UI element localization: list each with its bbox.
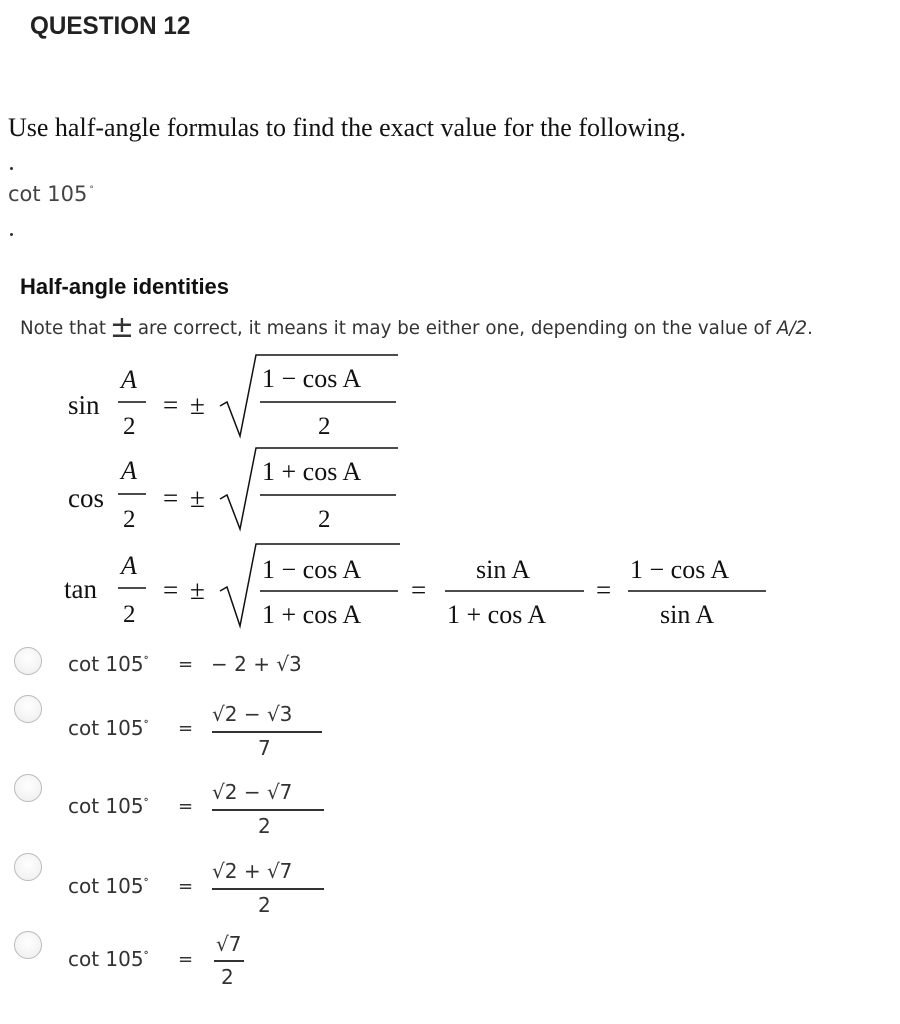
option-5-degree: °	[143, 950, 149, 961]
option-4-equals: =	[178, 876, 194, 897]
option-3-numerator: √2 − √7	[212, 780, 293, 804]
sin-lhs: sin	[68, 390, 100, 420]
tan-mid-num: sin A	[476, 555, 531, 584]
tan-two: 2	[123, 601, 136, 628]
question-number: QUESTION 12	[30, 12, 191, 40]
sin-equals: =	[163, 390, 179, 420]
note-end: .	[807, 317, 813, 339]
cos-equals: =	[163, 483, 179, 513]
sin-pm: ±	[190, 390, 205, 420]
option-5-cot: cot 105	[68, 947, 144, 971]
option-3-equals: =	[178, 796, 194, 817]
option-1-cot: cot 105	[68, 652, 144, 676]
option-2-cot: cot 105	[68, 716, 144, 740]
option-4-cot: cot 105	[68, 874, 144, 898]
option-5-label	[68, 947, 149, 971]
tan-right-den: sin A	[660, 600, 715, 629]
option-3-cot: cot 105	[68, 794, 144, 818]
option-2-numerator: √2 − √3	[212, 702, 293, 726]
sin-A: A	[121, 365, 137, 394]
option-4-label	[68, 874, 149, 898]
option-1-equals: =	[178, 654, 194, 675]
tan-equals: =	[163, 575, 179, 605]
tan-den: 1 + cos A	[262, 600, 362, 629]
note-variable: A/2	[776, 317, 808, 339]
note-text-after: are correct, it means it may be either one, depending on the value of	[137, 317, 772, 339]
sin-formula	[68, 355, 398, 440]
tan-lhs: tan	[64, 574, 97, 604]
option-3-label	[68, 794, 149, 818]
tan-formula	[64, 544, 766, 629]
option-3-denominator: 2	[258, 814, 271, 838]
option-2-label	[68, 716, 149, 740]
option-4-radio[interactable]	[14, 853, 42, 881]
sin-two: 2	[123, 413, 136, 440]
option-4-fraction-bar	[212, 888, 324, 890]
half-angle-formulas	[0, 350, 900, 640]
option-1-radio[interactable]	[14, 647, 42, 675]
option-2-equals: =	[178, 718, 194, 739]
option-4-numerator: √2 + √7	[212, 859, 293, 883]
option-2-degree: °	[143, 719, 149, 730]
option-2-radio[interactable]	[14, 695, 42, 723]
option-1-degree: °	[143, 655, 149, 666]
option-2-fraction-bar	[212, 731, 322, 733]
cos-lhs: cos	[68, 483, 104, 513]
cos-two: 2	[123, 506, 136, 533]
option-1-label	[68, 652, 149, 676]
option-1-answer: − 2 + √3	[211, 652, 302, 676]
identities-title: Half-angle identities	[20, 274, 230, 299]
tan-equals-3: =	[596, 575, 612, 605]
note-text-before: Note that	[20, 317, 107, 339]
option-4-denominator: 2	[258, 893, 271, 917]
identities-note	[20, 310, 813, 345]
bullet-dot	[10, 167, 13, 170]
option-5-denominator: 2	[221, 965, 234, 989]
tan-mid-den: 1 + cos A	[447, 600, 547, 629]
cos-formula	[68, 448, 398, 533]
option-5-fraction-bar	[214, 960, 244, 962]
tan-equals-2: =	[411, 575, 427, 605]
cos-num: 1 + cos A	[262, 457, 362, 486]
option-5-numerator: √7	[216, 932, 242, 956]
question-text: Use half-angle formulas to find the exact value for the following.	[8, 113, 686, 142]
option-4-degree: °	[143, 877, 149, 888]
tan-pm: ±	[190, 575, 205, 605]
plus-minus-symbol: ±	[109, 310, 134, 345]
bullet-dot	[10, 233, 13, 236]
option-3-fraction-bar	[212, 809, 324, 811]
degree-mark: °	[89, 185, 94, 195]
option-5-equals: =	[178, 949, 194, 970]
option-3-degree: °	[143, 797, 149, 808]
question-expression	[8, 182, 94, 206]
option-2-denominator: 7	[258, 736, 271, 760]
sin-num: 1 − cos A	[262, 364, 362, 393]
cos-den: 2	[318, 506, 331, 533]
sin-den: 2	[318, 413, 331, 440]
expression-text: cot 105	[8, 182, 88, 206]
tan-num: 1 − cos A	[262, 555, 362, 584]
option-3-radio[interactable]	[14, 774, 42, 802]
cos-pm: ±	[190, 483, 205, 513]
tan-A: A	[121, 551, 137, 580]
tan-right-num: 1 − cos A	[630, 555, 730, 584]
option-5-radio[interactable]	[14, 931, 42, 959]
cos-A: A	[121, 456, 137, 485]
